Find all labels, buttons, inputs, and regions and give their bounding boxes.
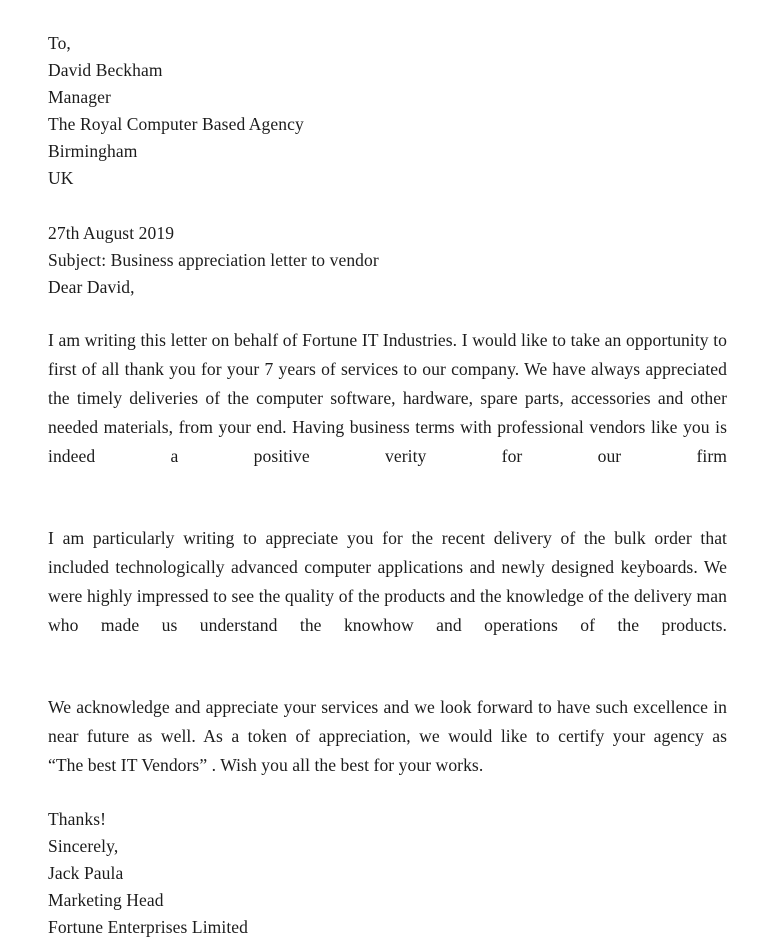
signature-block [48,806,727,941]
recipient-title: Manager [48,87,111,107]
recipient-city: Birmingham [48,141,138,161]
signature-sender-title: Marketing Head [48,890,164,910]
letter-meta-block [48,220,727,301]
recipient-to-label: To, [48,33,71,53]
body-paragraph-3-text-after-quote: . Wish you all the best for your works. [207,755,484,775]
body-paragraph-3 [48,693,727,780]
recipient-name: David Beckham [48,60,163,80]
signature-sender-name: Jack Paula [48,863,124,883]
body-paragraph-1: I am writing this letter on behalf of Fortune IT Industries. I would like to take an opportunity to first of all thank you for your 7 years of services to our company. We have always appreciated the timely deliveries of the computer software, hardware, spare parts, accessories and other needed materials, from your end. Having business terms with professional vendors like you is indeed a positive verity for our firm [48,330,727,466]
recipient-address-block [48,30,727,192]
recipient-country: UK [48,168,74,188]
letter-body [48,326,727,780]
letter-date: 27th August 2019 [48,223,175,243]
signature-thanks: Thanks! [48,809,107,829]
letter-subject: Subject: Business appreciation letter to vendor [48,250,379,270]
body-paragraph-2: I am particularly writing to appreciate you for the recent delivery of the bulk order that included technologically advanced computer applications and newly designed keyboards. We were highly impressed to see the quality of the products and the knowledge of the delivery man who made us understand the knowhow and operations of the products. [48,528,727,635]
signature-closing: Sincerely, [48,836,119,856]
letter-salutation: Dear David, [48,277,135,297]
body-paragraph-3-quoted-phrase: “The best IT Vendors” [48,755,208,775]
body-paragraph-3-text-before-quote: We acknowledge and appreciate your services and we look forward to have such excellence in near future as well. As a token of appreciation, we would like to certify your agency as [48,697,727,746]
recipient-company: The Royal Computer Based Agency [48,114,304,134]
signature-sender-company: Fortune Enterprises Limited [48,917,249,937]
